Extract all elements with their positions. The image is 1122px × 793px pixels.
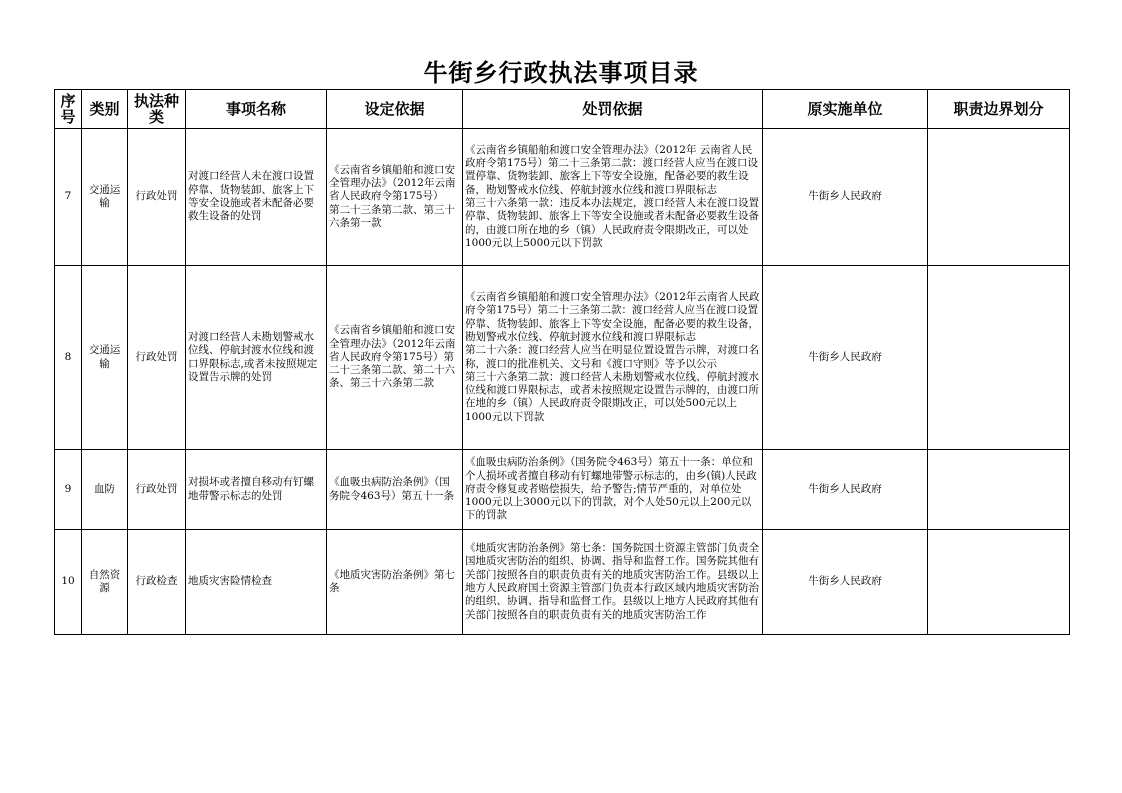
cell-no: 8 [55,266,82,450]
header-responsibility: 职责边界划分 [928,90,1070,129]
header-row [55,90,1070,129]
cell-penalty-basis [463,266,763,450]
cell-responsibility [928,266,1070,450]
cell-responsibility [928,450,1070,530]
table-row [55,450,1070,530]
header-penalty-basis: 处罚依据 [463,90,763,129]
penalty-basis-line: 第三十六条第一款：违反本办法规定，渡口经营人未在渡口设置停靠、货物装卸、旅客上下等安全设施或者未配备必要救生设备的，由渡口所在地的乡（镇）人民政府责令限期改正，可以处1000元以上5000元以下罚款 [465,197,759,249]
header-legal-basis: 设定依据 [327,90,463,129]
cell-original-unit: 牛街乡人民政府 [763,530,928,635]
penalty-basis-line: 第二十六条：渡口经营人应当在明显位置设置告示牌，对渡口名称，渡口的批准机关、文号和《渡口守则》等予以公示 [465,344,759,370]
cell-category: 自然资源 [82,530,128,635]
enforcement-table [54,89,1070,635]
cell-responsibility [928,530,1070,635]
legal-basis-line: 《云南省乡镇船舶和渡口安全管理办法》（2012年云南省人民政府令第175号）第二十三条第二款、第二十六条、第三十六条第二款 [329,324,456,390]
header-original-unit: 原实施单位 [763,90,928,129]
cell-enforcement-type: 行政处罚 [128,266,186,450]
header-item-name: 事项名称 [186,90,327,129]
penalty-basis-line: 《血吸虫病防治条例》（国务院令463号）第五十一条：单位和个人损坏或者擅自移动有钉螺地带警示标志的，由乡(镇)人民政府责令修复或者赔偿损失，给予警告;情节严重的，对单位处1000元以上3000元以下的罚款，对个人处50元以上200元以下的罚款 [465,456,757,522]
header-no: 序号 [55,90,82,129]
cell-penalty-basis [463,530,763,635]
penalty-basis-line: 《地质灾害防治条例》第七条：国务院国土资源主管部门负责全国地质灾害防治的组织、协调、指导和监督工作。国务院其他有关部门按照各自的职责负责有关的地质灾害防治工作。县级以上地方人民政府国土资源主管部门负责本行政区域内地质灾害防治的组织、协调、指导和监督工作。县级以上地方人民政府其他有关部门按照各自的职责负责有关的地质灾害防治工作 [465,542,759,621]
header-category: 类别 [82,90,128,129]
cell-no: 10 [55,530,82,635]
cell-responsibility [928,129,1070,266]
penalty-basis-line: 第三十六条第二款：渡口经营人未勘划警戒水位线、停航封渡水位线和渡口界限标志，或者未按照规定设置告示牌的，由渡口所在地的乡（镇）人民政府责令限期改正，可以处500元以上1000元以下罚款 [465,370,759,423]
cell-original-unit: 牛街乡人民政府 [763,266,928,450]
cell-legal-basis [327,530,463,635]
cell-category: 交通运输 [82,129,128,266]
cell-enforcement-type: 行政处罚 [128,450,186,530]
cell-item-name: 地质灾害险情检查 [186,530,327,635]
cell-legal-basis [327,129,463,266]
table-row [55,530,1070,635]
legal-basis-line: 第二十三条第二款、第三十六条第一款 [329,203,455,229]
cell-penalty-basis [463,450,763,530]
cell-original-unit: 牛街乡人民政府 [763,450,928,530]
cell-enforcement-type: 行政处罚 [128,129,186,266]
legal-basis-line: 《云南省乡镇船舶和渡口安全管理办法》（2012年云南省人民政府令第175号） [329,163,456,203]
cell-no: 7 [55,129,82,266]
cell-item-name: 对渡口经营人未在渡口设置停靠、货物装卸、旅客上下等安全设施或者未配备必要救生设备的处罚 [186,129,327,266]
header-enforcement-type: 执法种类 [128,90,186,129]
cell-item-name: 对损坏或者擅自移动有钉螺地带警示标志的处罚 [186,450,327,530]
page-title: 牛街乡行政执法事项目录 [423,59,699,87]
penalty-basis-line: 《云南省乡镇船舶和渡口安全管理办法》（2012年云南省人民政府令第175号）第二十三条第二款：渡口经营人应当在渡口设置停靠、货物装卸、旅客上下等安全设施，配备必要的救生设备，勘划警戒水位线、停航封渡水位线和渡口界限标志 [465,291,760,343]
table-row [55,266,1070,450]
legal-basis-line: 《血吸虫病防治条例》（国务院令463号）第五十一条 [329,476,455,502]
cell-legal-basis [327,266,463,450]
cell-legal-basis [327,450,463,530]
cell-no: 9 [55,450,82,530]
cell-category: 血防 [82,450,128,530]
cell-item-name: 对渡口经营人未勘划警戒水位线、停航封渡水位线和渡口界限标志,或者未按照规定设置告示牌的处罚 [186,266,327,450]
legal-basis-line: 《地质灾害防治条例》第七条 [329,568,455,594]
cell-original-unit: 牛街乡人民政府 [763,129,928,266]
cell-category: 交通运输 [82,266,128,450]
penalty-basis-line: 《云南省乡镇船舶和渡口安全管理办法》（2012年 云南省人民政府令第175号）第二十三条第二款：渡口经营人应当在渡口设置停靠、货物装卸、旅客上下等安全设施，配备必要的救生设备，勘划警戒水位线、停航封渡水位线和渡口界限标志 [465,143,759,196]
cell-penalty-basis [463,129,763,266]
table-row [55,129,1070,266]
cell-enforcement-type: 行政检查 [128,530,186,635]
